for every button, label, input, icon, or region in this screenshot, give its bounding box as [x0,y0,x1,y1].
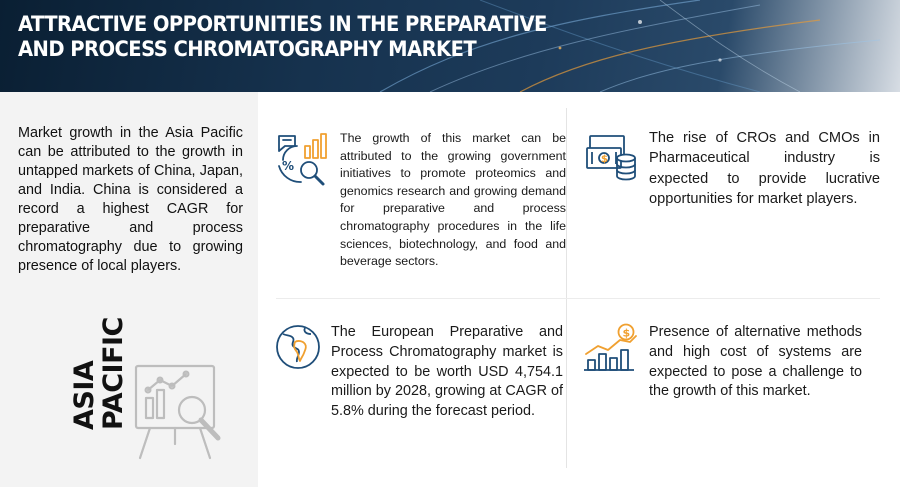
analytics-chart-magnifier-icon [275,130,335,188]
region-label [70,300,128,430]
globe-icon [273,322,323,372]
cell-text-european-market: The European Preparative and Process Chromatography market is expected to be worth USD 4,754.1 million by 2028, growing at CAGR of 5.8% during the forecast period. [331,324,563,420]
svg-text:$: $ [601,154,608,165]
region-label-line-2: PACIFIC [98,317,129,430]
region-label-line-1: ASIA [69,360,100,430]
horizontal-divider [276,298,880,299]
svg-text:%: % [282,159,295,173]
cell-text-market-growth: The growth of this market can be attributed to the growing government initiatives to promote proteomics and genomics research and growing demand for preparative and process chromatography procedures in the life sciences, biotechnology, and food and beverage sectors. [340,131,566,269]
cell-text-challenges: Presence of alternative methods and high cost of systems are expected to pose a challenge to the growth of this market. [649,324,862,400]
header-banner [0,0,900,92]
cell-text-cro-cmo: The rise of CROs and CMOs in Pharmaceutical industry is expected to provide lucrative opportunities for market players. [649,130,880,208]
page-title: ATTRACTIVE OPPORTUNITIES IN THE PREPARATIVE AND PROCESS CHROMATOGRAPHY MARKET [18,12,547,61]
left-panel-text: Market growth in the Asia Pacific can be attributed to the growth in untapped markets of China, Japan, and India. China is considered a record a highest CAGR for preparative and process chromatography due to growing presence of local players. [18,125,243,274]
svg-text:$: $ [622,326,631,340]
rising-bar-chart-dollar-icon [582,322,640,374]
presentation-board-magnifier-icon [130,360,230,462]
money-coins-icon [584,130,640,186]
vertical-divider [566,108,567,468]
